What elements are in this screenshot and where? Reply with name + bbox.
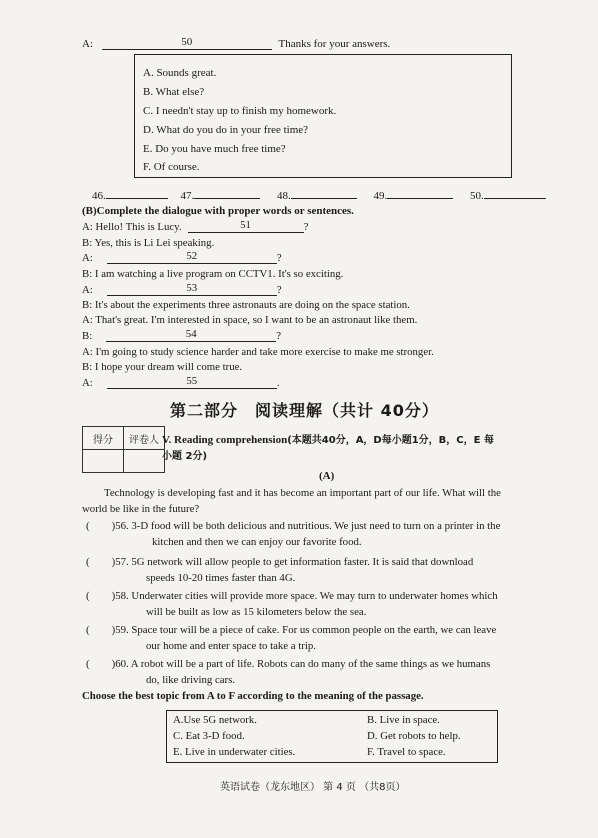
dialogue-line: A: Hello! This is Lucy. 51 ? [82,219,309,233]
answer-blank-50b[interactable] [484,187,546,199]
section-b-title: (B)Complete the dialogue with proper words or sentences. [82,205,354,217]
grader-cell[interactable] [124,450,165,473]
question-60: ( )60. A robot will be a part of life. Robots can do many of the same things as we humans [86,658,491,670]
answer-blank-52[interactable]: 52 [107,252,277,264]
topic-b: B. Live in space. [367,714,440,726]
option-c: C. I needn't stay up to finish my homework. [143,105,337,117]
topic-instruction: Choose the best topic from A to F according to the meaning of the passage. [82,690,424,702]
dialogue-line: A: That's great. I'm interested in space, so I want to be an astronaut like them. [82,314,418,326]
dialogue-text: Thanks for your answers. [278,38,391,50]
question-59: ( )59. Space tour will be a piece of cake. For us common people on the earth, we can leave [86,624,497,636]
answer-num-48: 48. [277,190,291,202]
answer-blank-51[interactable]: 51 [188,221,304,233]
answer-blank-46[interactable] [106,187,168,199]
score-cell[interactable] [83,450,124,473]
passage-intro: Technology is developing fast and it has become an important part of our life. What will the [104,487,501,499]
option-b: B. What else? [143,86,205,98]
page-footer: 英语试卷（龙东地区） 第 4 页 （共8页） [220,782,406,793]
dialogue-line: A: I'm going to study science harder and take more exercise to make me stronger. [82,346,434,358]
question-59-cont: our home and enter space to take a trip. [146,640,316,652]
option-e: E. Do you have much free time? [143,143,286,155]
answer-num-49: 49. [373,190,388,202]
option-d: D. What do you do in your free time? [143,124,309,136]
question-56: ( )56. 3-D food will be both delicious and nutritious. We just need to turn on a printer in the [86,520,501,532]
dialogue-line: B: 54 ? [82,328,281,342]
passage-intro-cont: world be like in the future? [82,503,200,515]
dialogue-line: A: 52 ? [82,250,282,264]
question-58: ( )58. Underwater cities will provide more space. We may turn to underwater homes which [86,590,498,602]
score-header: 得分 [83,427,124,450]
topic-a: A.Use 5G network. [173,714,257,726]
answer-blank-47[interactable] [194,187,260,199]
answer-num-46: 46. [92,190,106,202]
answer-blank-54[interactable]: 54 [106,330,276,342]
passage-a-label: (A) [319,470,335,482]
topic-d: D. Get robots to help. [367,730,461,742]
question-60-cont: do, like driving cars. [146,674,236,686]
section-v-title: V. Reading comprehension(本题共40分，A，D每小题1分，B，C，E 每 [162,434,494,446]
section-v-title-cont: 小题 2分) [162,451,208,462]
speaker-label: A: [82,38,93,50]
options-box [134,54,512,178]
question-57-cont: speeds 10-20 times faster than 4G. [146,572,296,584]
option-a: A. Sounds great. [143,67,217,79]
answer-blank-49[interactable] [387,187,453,199]
question-58-cont: will be built as low as 15 kilometers below the sea. [146,606,367,618]
answer-blank-53[interactable]: 53 [107,284,277,296]
dialogue-line: A: 55 . [82,375,280,389]
question-56-cont: kitchen and then we can enjoy our favorite food. [152,536,362,548]
score-table [82,426,165,473]
topic-e: E. Live in underwater cities. [173,746,296,758]
answer-blank-48[interactable] [291,187,357,199]
dialogue-line: A: 53 ? [82,282,282,296]
grader-header: 评卷人 [124,427,165,450]
dialogue-line: B: It's about the experiments three astronauts are doing on the space station. [82,299,410,311]
answer-blank-55[interactable]: 55 [107,377,277,389]
dialogue-line: B: Yes, this is Li Lei speaking. [82,237,215,249]
dialogue-line: B: I am watching a live program on CCTV1. It's so exciting. [82,268,344,280]
part-two-title: 第二部分 阅读理解（共计 40分） [170,401,439,420]
option-f: F. Of course. [143,161,200,173]
dialogue-line: B: I hope your dream will come true. [82,361,243,373]
answer-row [92,187,546,202]
topic-c: C. Eat 3-D food. [173,730,245,742]
topic-options-box [166,710,498,763]
dialogue-line-50 [82,38,390,50]
answer-num-50: 50. [470,190,484,202]
question-57: ( )57. 5G network will allow people to get information faster. It is said that download [86,556,474,568]
answer-num-47: 47. [180,190,195,202]
answer-blank-50[interactable]: 50 [102,38,272,50]
topic-f: F. Travel to space. [367,746,446,758]
